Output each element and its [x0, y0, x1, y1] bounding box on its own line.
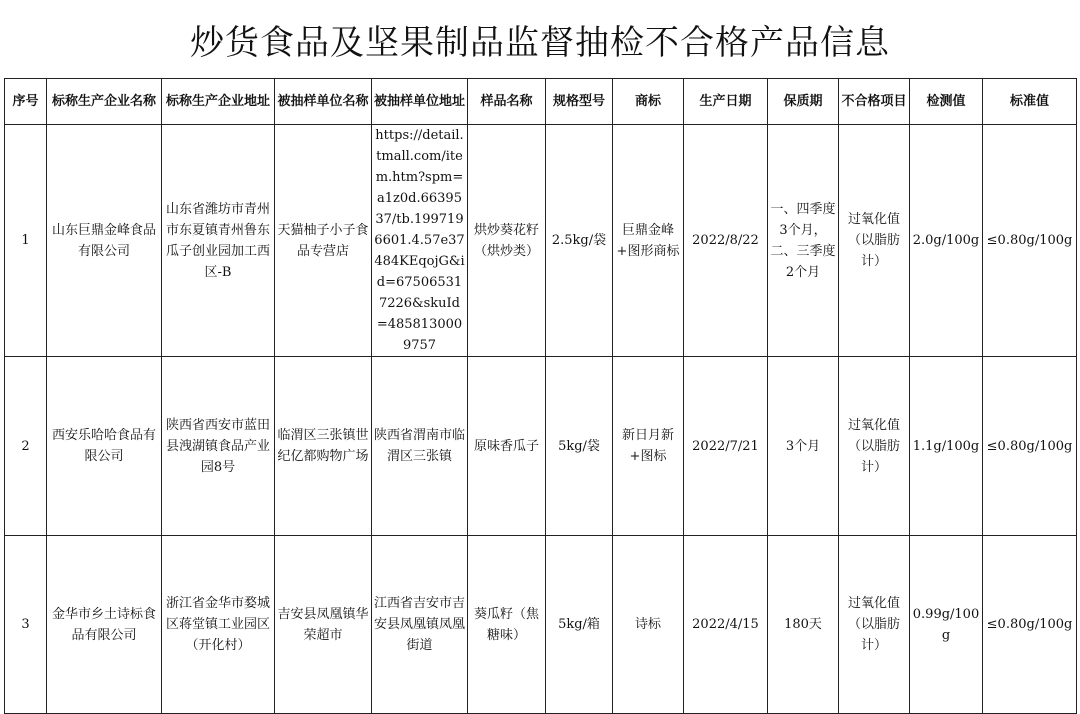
cell-producer-name: 山东巨鼎金峰食品有限公司: [47, 125, 162, 357]
cell-spec: 5kg/箱: [546, 536, 613, 714]
table-row: [5, 357, 1077, 536]
header-cell-sample-name: [468, 79, 546, 125]
cell-sampled-unit-address: 江西省吉安市吉安县凤凰镇凤凰街道: [372, 536, 468, 714]
header-failed-item-text: 不合格项目: [841, 94, 907, 109]
cell-sampled-unit-name: 吉安县凤凰镇华荣超市: [275, 536, 372, 714]
cell-sampled-unit-address: https://detail.tmall.com/item.htm?spm=a1z0d.6639537/tb.1997196601.4.57e37484KEqojG&id=675065317226&skuId=4858130009757: [372, 125, 468, 357]
cell-producer-address: 陕西省西安市蓝田县洩湖镇食品产业园8号: [162, 357, 275, 536]
cell-index: 1: [5, 125, 47, 357]
cell-standard-value: ≤0.80g/100g: [983, 536, 1077, 714]
page-title: 炒货食品及坚果制品监督抽检不合格产品信息: [190, 22, 890, 63]
header-cell-sampled-unit-address: [372, 79, 468, 125]
cell-shelf-life: 一、四季度3个月，二、三季度2个月: [768, 125, 839, 357]
cell-standard-value: ≤0.80g/100g: [983, 125, 1077, 357]
cell-sample-name: 烘炒葵花籽（烘炒类）: [468, 125, 546, 357]
cell-shelf-life: 3个月: [768, 357, 839, 536]
cell-producer-name: 西安乐哈哈食品有限公司: [47, 357, 162, 536]
header-cell-trademark: 商标: [613, 79, 684, 125]
cell-index: 2: [5, 357, 47, 536]
cell-producer-address: 浙江省金华市婺城区蒋堂镇工业园区（开化村）: [162, 536, 275, 714]
header-cell-spec: [546, 79, 613, 125]
cell-producer-name: 金华市乡土诗标食品有限公司: [47, 536, 162, 714]
cell-standard-value: ≤0.80g/100g: [983, 357, 1077, 536]
cell-sample-name: 原味香瓜子: [468, 357, 546, 536]
cell-failed-item: 过氧化值（以脂肪计）: [839, 125, 910, 357]
header-cell-shelf-life: 保质期: [768, 79, 839, 125]
header-sample-name-text: 样品名称: [480, 94, 533, 109]
cell-test-value: 1.1g/100g: [910, 357, 983, 536]
header-cell-standard-value: 标准值: [983, 79, 1077, 125]
header-cell-sampled-unit-name: [275, 79, 372, 125]
cell-sample-name: 葵瓜籽（焦糖味）: [468, 536, 546, 714]
header-cell-producer-name: [47, 79, 162, 125]
cell-production-date: 2022/4/15: [684, 536, 768, 714]
cell-production-date: 2022/7/21: [684, 357, 768, 536]
cell-test-value: 0.99g/100g: [910, 536, 983, 714]
table-row: [5, 536, 1077, 714]
header-sampled-unit-name-text: 被抽样单位名称: [277, 94, 369, 109]
header-producer-name-text: 标称生产企业名称: [51, 94, 156, 109]
cell-shelf-life: 180天: [768, 536, 839, 714]
header-row: [5, 79, 1077, 125]
header-cell-producer-address: [162, 79, 275, 125]
cell-trademark: 新日月新+图标: [613, 357, 684, 536]
header-cell-test-value: 检测值: [910, 79, 983, 125]
header-cell-index: 序号: [5, 79, 47, 125]
cell-trademark: 巨鼎金峰+图形商标: [613, 125, 684, 357]
cell-test-value: 2.0g/100g: [910, 125, 983, 357]
header-producer-address-text: 标称生产企业地址: [165, 94, 270, 109]
cell-index: 3: [5, 536, 47, 714]
cell-failed-item: 过氧化值（以脂肪计）: [839, 536, 910, 714]
header-sampled-unit-address-text: 被抽样单位地址: [374, 94, 466, 109]
header-cell-production-date: 生产日期: [684, 79, 768, 125]
cell-sampled-unit-name: 临渭区三张镇世纪亿都购物广场: [275, 357, 372, 536]
cell-sampled-unit-name: 天猫柚子小子食品专营店: [275, 125, 372, 357]
cell-spec: 5kg/袋: [546, 357, 613, 536]
cell-failed-item: 过氧化值（以脂肪计）: [839, 357, 910, 536]
cell-spec: 2.5kg/袋: [546, 125, 613, 357]
cell-trademark: 诗标: [613, 536, 684, 714]
defect-table: [4, 78, 1077, 714]
header-spec-text: 规格型号: [552, 94, 605, 109]
header-cell-failed-item: [839, 79, 910, 125]
cell-sampled-unit-address: 陕西省渭南市临渭区三张镇: [372, 357, 468, 536]
cell-producer-address: 山东省潍坊市青州市东夏镇青州鲁东瓜子创业园加工西区-B: [162, 125, 275, 357]
cell-production-date: 2022/8/22: [684, 125, 768, 357]
table-row: [5, 125, 1077, 357]
